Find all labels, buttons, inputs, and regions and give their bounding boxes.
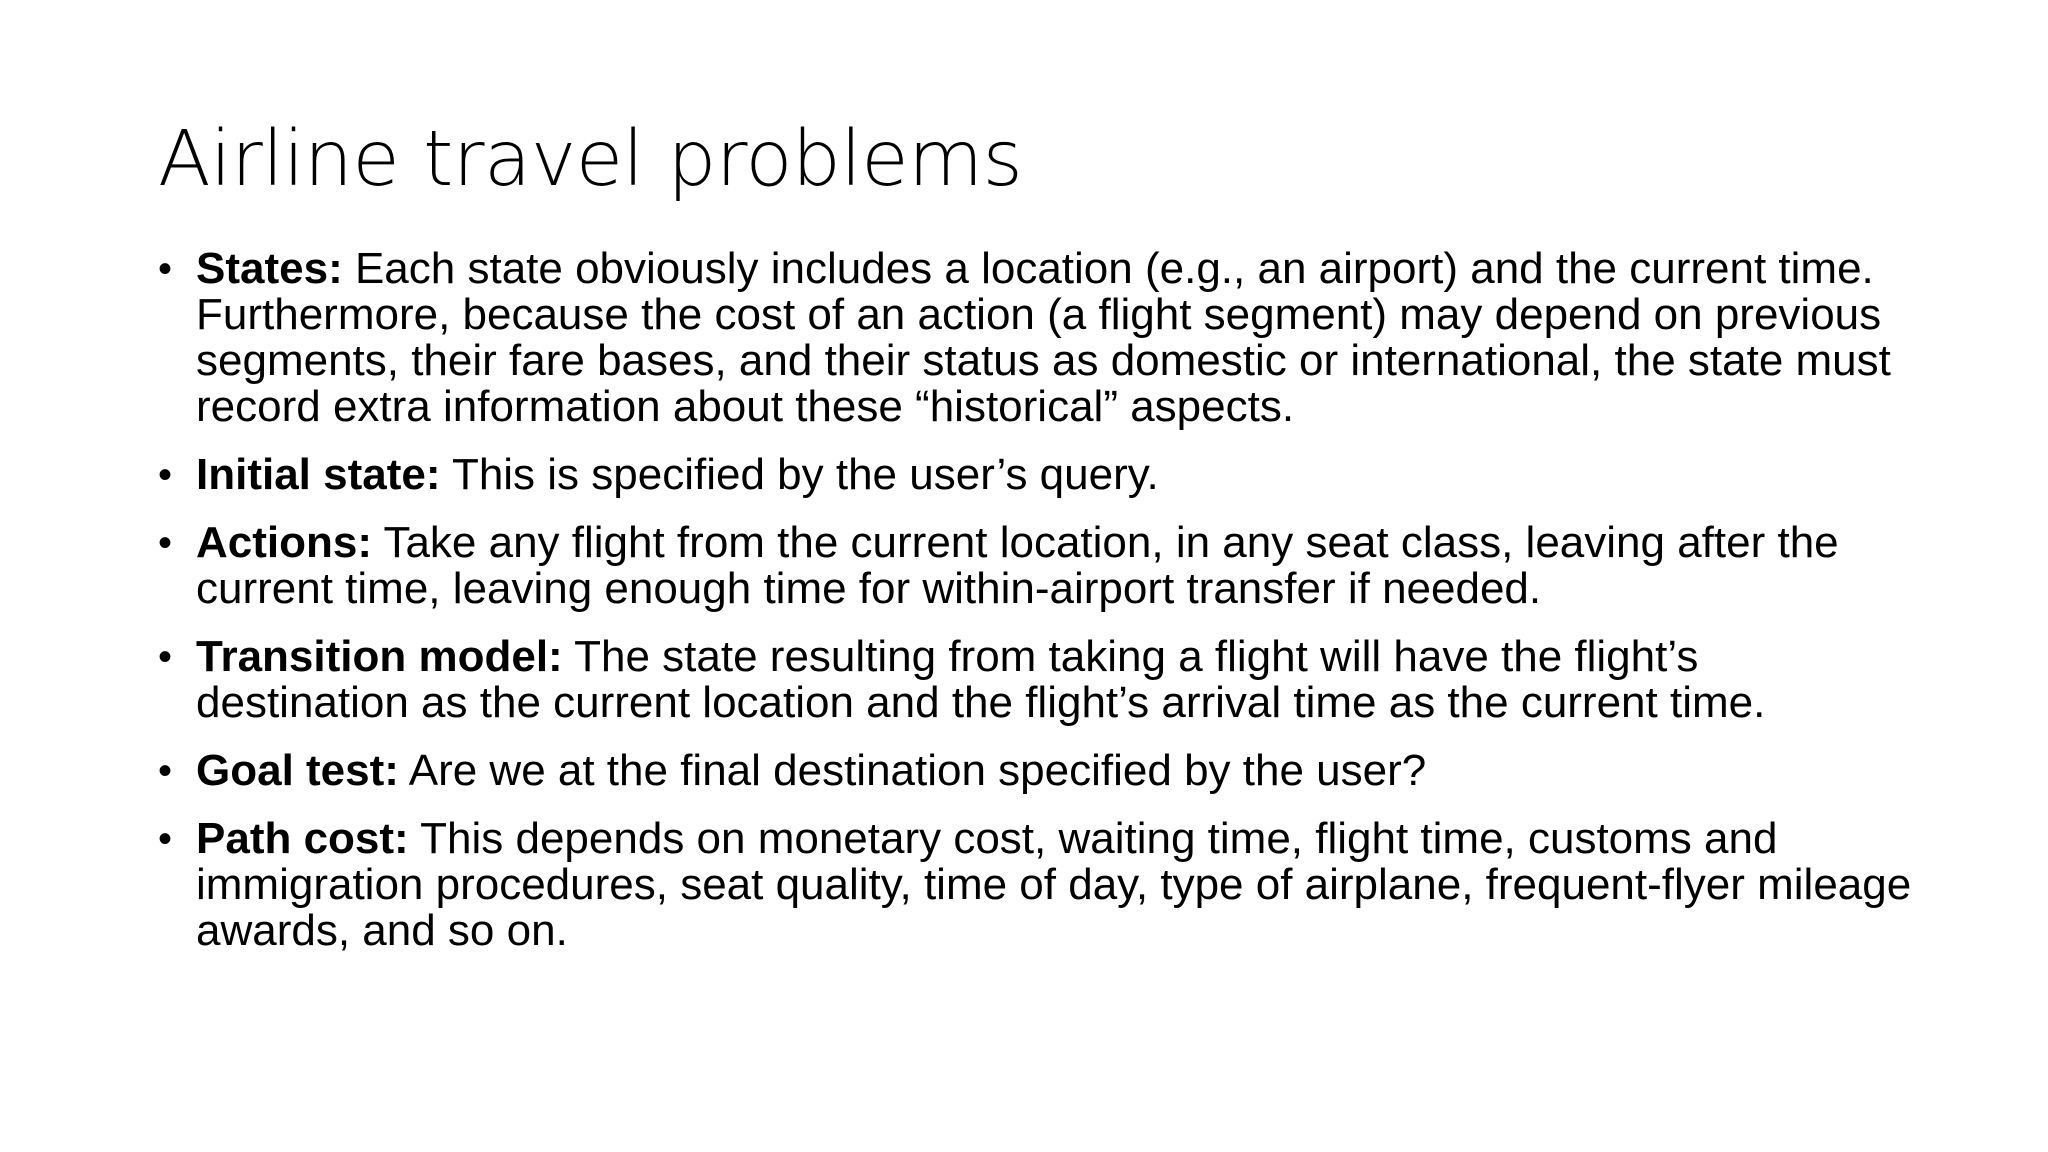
bullet-term: Transition model: (196, 632, 563, 681)
bullet-term: Goal test: (196, 746, 399, 795)
bullet-text: Are we at the final destination specified by the user? (408, 746, 1427, 795)
slide-title: Airline travel problems (158, 115, 1023, 204)
bullet-term: Path cost: (196, 814, 409, 863)
bullet-item-states (158, 246, 1918, 430)
bullet-icon: • (158, 453, 173, 497)
bullet-item-path-cost (158, 816, 1918, 954)
bullet-term: States: (196, 244, 343, 293)
bullet-item-actions (158, 520, 1918, 612)
bullet-text: This depends on monetary cost, waiting time, flight time, customs and immigration procedures, seat quality, time of day, type of airplane, frequent-flyer mileage awards, and so on. (196, 814, 1912, 955)
bullet-icon: • (158, 247, 173, 291)
bullet-list (158, 246, 1918, 976)
bullet-text: Take any flight from the current location, in any seat class, leaving after the current time, leaving enough time for within-airport transfer if needed. (196, 518, 1839, 613)
bullet-icon: • (158, 635, 173, 679)
bullet-item-initial-state (158, 452, 1918, 498)
bullet-text: This is specified by the user’s query. (451, 450, 1159, 499)
bullet-icon: • (158, 521, 173, 565)
bullet-text: The state resulting from taking a flight will have the flight’s destination as the current location and the flight’s arrival time as the current time. (196, 632, 1766, 727)
bullet-term: Initial state: (196, 450, 441, 499)
bullet-item-transition-model (158, 634, 1918, 726)
bullet-text: Each state obviously includes a location (e.g., an airport) and the current time. Furthermore, because the cost of an action (a flight segment) may depend on previous segments, their fare bases, and their status as domestic or international, the state must record extra information about these “historical” aspects. (196, 244, 1891, 431)
bullet-icon: • (158, 749, 173, 793)
bullet-icon: • (158, 817, 173, 861)
bullet-term: Actions: (196, 518, 372, 567)
bullet-item-goal-test (158, 748, 1918, 794)
